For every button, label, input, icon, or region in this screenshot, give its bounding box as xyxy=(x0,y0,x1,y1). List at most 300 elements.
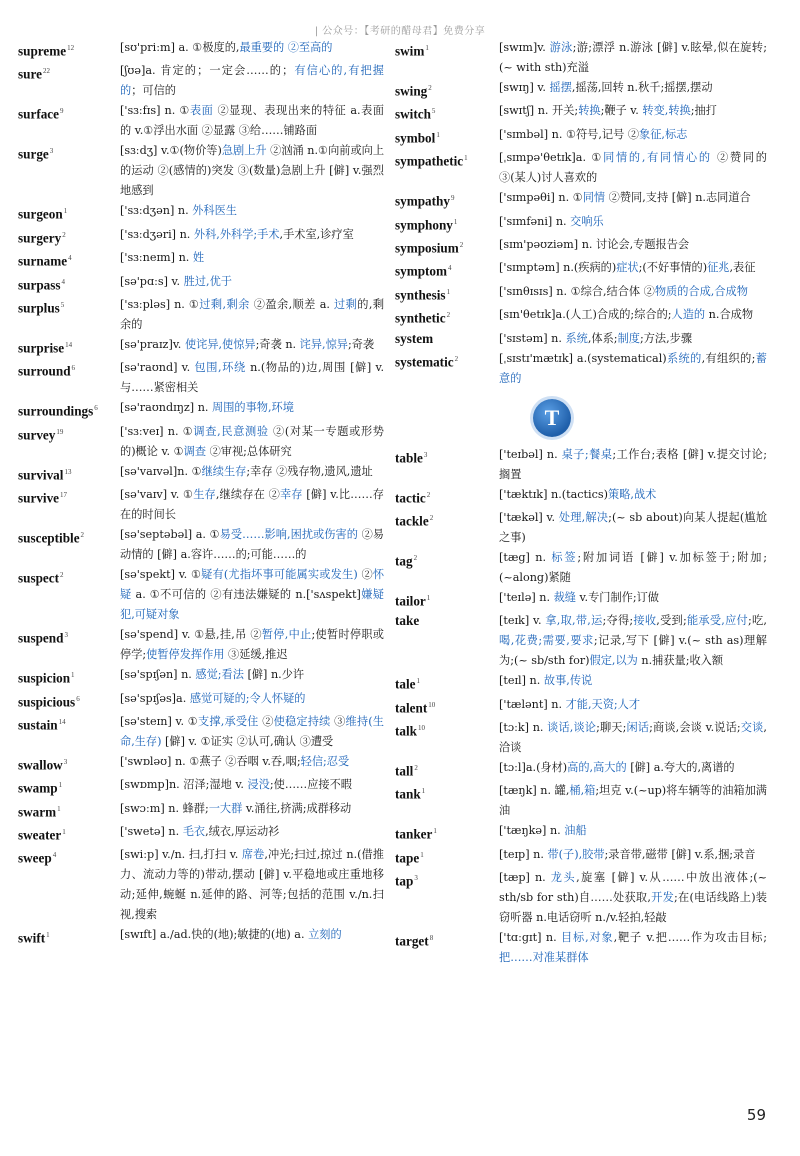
headword-text: tape xyxy=(395,850,420,866)
definition-text: 的,剩余的 xyxy=(120,297,385,331)
key-meaning: 拿,取,带,运 xyxy=(545,614,603,628)
dictionary-entry xyxy=(18,225,384,248)
key-meaning: 裁缝 xyxy=(553,590,576,604)
dictionary-entry xyxy=(395,148,767,188)
headword-text: tall xyxy=(395,763,414,779)
headword xyxy=(395,781,499,821)
headword xyxy=(395,548,499,588)
headword xyxy=(395,695,499,718)
frequency-count: 2 xyxy=(62,230,66,239)
definition xyxy=(499,671,767,694)
definition-text: [tæp] n. xyxy=(499,871,551,885)
dictionary-entry xyxy=(18,845,384,925)
frequency-count: 1 xyxy=(436,130,440,139)
key-meaning: 胜过,优于 xyxy=(183,274,232,288)
headword-text: tactic xyxy=(395,489,426,505)
key-meaning: 暂停,中止 xyxy=(261,628,312,642)
definition-text: [sə'steɪn] v. ① xyxy=(120,714,199,728)
dictionary-entry xyxy=(395,781,767,821)
headword-text: suspect xyxy=(18,570,60,586)
frequency-count: 14 xyxy=(65,340,73,349)
key-meaning: 系统 xyxy=(565,331,588,345)
headword-text: surgery xyxy=(18,230,62,246)
definition xyxy=(499,101,767,124)
key-meaning: 系统的 xyxy=(666,351,702,365)
definition xyxy=(499,485,767,508)
frequency-count: 4 xyxy=(448,264,452,273)
dictionary-entry xyxy=(395,258,767,281)
definition xyxy=(120,201,384,224)
definition-text: ;聊天; xyxy=(596,721,627,735)
headword xyxy=(18,422,120,462)
definition-text: ；可信的 xyxy=(131,84,176,98)
frequency-count: 3 xyxy=(414,874,418,883)
definition-text: ;游;漂浮 n.游泳 [僻] v.眩晕,似在旋转;(~ with sth)充溢 xyxy=(499,41,767,74)
definition xyxy=(499,588,767,611)
key-meaning: 使暂停发挥作用 xyxy=(146,648,225,662)
key-meaning: 游泳 xyxy=(549,41,573,54)
key-meaning: 姓 xyxy=(192,251,205,265)
key-meaning: 一大群 xyxy=(208,801,243,815)
dictionary-entry xyxy=(395,445,767,485)
key-meaning: 带(子),胶带 xyxy=(547,847,605,861)
headword xyxy=(18,201,120,224)
headword xyxy=(18,565,120,625)
headword-text: surprise xyxy=(18,340,65,356)
definition-text: ['sɜːveɪ] n. ① xyxy=(120,424,194,438)
definition-text: ;方法,步骤 xyxy=(639,331,693,345)
definition-text: ;(不好事情的) xyxy=(638,261,708,275)
definition xyxy=(120,665,384,688)
headword-text: tailor xyxy=(395,593,426,609)
key-meaning: 开发 xyxy=(650,891,674,905)
frequency-count: 2 xyxy=(426,490,431,499)
headword xyxy=(18,665,120,688)
headword xyxy=(18,845,120,925)
frequency-count: 22 xyxy=(42,67,50,76)
definition-text: ['tækəl] v. xyxy=(499,510,559,524)
definition-text: [sə'raʊnd] v. xyxy=(120,361,195,375)
definition-text: [sə'spend] v. ①悬,挂,吊 ② xyxy=(120,628,262,642)
definition xyxy=(120,625,384,665)
headword xyxy=(18,225,120,248)
key-meaning: 维持(生命,生存) xyxy=(120,714,384,748)
dictionary-entry xyxy=(18,141,384,201)
definition xyxy=(499,821,767,844)
definition-text: ;(~ sb about)向某人提起(尴尬之事) xyxy=(499,510,767,544)
definition xyxy=(499,695,767,718)
headword-text: tag xyxy=(395,553,413,569)
headword xyxy=(18,335,120,358)
definition-text: ;在(电话线路上)装窃听器 n.电话窃听 n./v.轻拍,轻敲 xyxy=(499,891,767,925)
dictionary-entry xyxy=(18,925,384,948)
headword-text: take xyxy=(395,613,420,629)
headword xyxy=(395,38,499,78)
definition-text: v.专门制作;订做 xyxy=(575,590,659,604)
dictionary-entry xyxy=(395,188,767,211)
key-meaning: 物质的合成,合成物 xyxy=(654,284,748,298)
definition xyxy=(499,868,767,928)
definition xyxy=(120,295,384,335)
dictionary-entry xyxy=(395,611,767,671)
definition xyxy=(120,565,384,625)
definition xyxy=(499,928,767,968)
headword-text: symptom xyxy=(395,263,448,279)
definition-text: a. ①不可信的 ②有违法嫌疑的 n.['sʌspekt] xyxy=(131,588,361,602)
definition-text: [ʃʊə]a. xyxy=(120,64,161,78)
key-meaning: 浸没 xyxy=(247,778,270,792)
definition xyxy=(120,335,384,358)
key-meaning: 幸存 xyxy=(279,488,303,502)
key-meaning: 嫌疑犯,可疑对象 xyxy=(120,588,384,622)
headword xyxy=(395,445,499,485)
headword xyxy=(395,611,499,671)
headword xyxy=(395,78,499,101)
definition-text: ,旋塞 [僻] v.从……中放出液体;(~ sth/sb for sth)自……处获取, xyxy=(499,871,767,905)
definition xyxy=(499,611,767,671)
dictionary-entry xyxy=(18,712,384,752)
definition-text: ;记录,写下 [僻] v.(~ sth as)理解为;(~ sb/sth for) xyxy=(499,634,767,668)
definition-text: ②易动情的 [僻] a.容许……的;可能……的 xyxy=(120,528,384,562)
definition xyxy=(499,235,767,258)
headword xyxy=(18,358,120,398)
headword-text: suspicious xyxy=(18,693,76,709)
definition-text: n.合成物 xyxy=(705,308,754,322)
definition xyxy=(120,225,384,248)
headword-text: sweep xyxy=(18,850,52,866)
definition xyxy=(120,752,384,775)
key-meaning: 标签 xyxy=(551,550,578,564)
definition xyxy=(499,781,767,821)
frequency-count: 6 xyxy=(76,694,80,703)
frequency-count: 2 xyxy=(459,240,464,249)
definition-text: ['sɜːneɪm] n. xyxy=(120,251,193,265)
dictionary-entry xyxy=(18,248,384,271)
definition-text: [sɜːdʒ] v.①(物价等) xyxy=(120,144,222,158)
dictionary-entry xyxy=(395,235,767,258)
frequency-count: 1 xyxy=(58,781,63,790)
definition-text: v.涌往,挤满;成群移动 xyxy=(242,801,352,815)
key-meaning: 感觉可疑的;令人怀疑的 xyxy=(189,691,306,705)
key-meaning: 人造的 xyxy=(671,308,706,322)
headword-text: surgeon xyxy=(18,206,63,222)
frequency-count: 4 xyxy=(61,277,66,286)
headword-text: swallow xyxy=(18,757,63,773)
headword xyxy=(395,485,499,508)
definition-text: ['sɪmpəθi] n. ① xyxy=(499,191,583,205)
headword xyxy=(18,775,120,798)
definition-text: ;坦克 v.(~up)将车辆等的油箱加满油 xyxy=(499,784,767,818)
key-meaning: 支撑,承受住 xyxy=(198,714,259,728)
headword-text: sympathetic xyxy=(395,153,464,169)
dictionary-entry xyxy=(18,799,384,822)
definition-text: ；一定会……的； xyxy=(197,64,294,78)
definition-text: ;使……应接不暇 xyxy=(269,778,352,792)
key-meaning: 接收 xyxy=(633,614,657,628)
definition-text: ,冲光;扫过,掠过 n.(借推力、流动力等的)带动,摆动 [僻] v.平稳地或庄重地移动;延伸,蜿蜒 n.延伸的路、河等;包括的范围 v./n.扫视,搜索 xyxy=(120,848,384,922)
dictionary-entry xyxy=(395,101,767,124)
definition-text: [sə'septəbəl] a. ① xyxy=(120,528,220,542)
definition-text: [swɒmp]n. 沼泽;湿地 v. xyxy=(120,778,248,792)
definition-text: ['swetə] n. xyxy=(120,825,183,839)
headword-text: talent xyxy=(395,700,428,716)
definition xyxy=(120,422,384,462)
key-meaning: 使稳定持续 xyxy=(273,714,331,728)
key-meaning: 调查,民意测验 xyxy=(193,424,269,438)
definition xyxy=(120,462,384,485)
key-meaning: 易受……影响,困扰或伤害的 xyxy=(219,528,358,542)
headword-text: tackle xyxy=(395,513,429,529)
dictionary-entry xyxy=(395,548,767,588)
definition xyxy=(499,508,767,548)
definition-text: ['sɪstəm] n. xyxy=(499,331,566,345)
headword xyxy=(395,845,499,868)
key-meaning: 过剩,剩余 xyxy=(199,297,250,311)
frequency-count: 10 xyxy=(428,700,436,709)
key-meaning: 桌子;餐桌 xyxy=(561,447,613,461)
headword xyxy=(18,799,120,822)
dictionary-entry xyxy=(395,349,767,389)
dictionary-entry xyxy=(395,485,767,508)
dictionary-entry xyxy=(395,821,767,844)
dictionary-entry xyxy=(18,358,384,398)
headword xyxy=(395,671,499,694)
definition-text: [sɪm'pəʊziəm] n. 讨论会,专题报告会 xyxy=(499,237,690,251)
dictionary-entry xyxy=(395,671,767,694)
dictionary-entry xyxy=(18,38,384,61)
definition-text: [tæŋk] n. 罐, xyxy=(499,784,570,798)
frequency-count: 3 xyxy=(49,147,54,156)
key-meaning: 生存 xyxy=(193,488,216,502)
definition-text: ['sɪmbəl] n. ①符号,记号 ② xyxy=(499,127,640,141)
headword xyxy=(18,925,120,948)
headword-text: swarm xyxy=(18,804,57,820)
definition-text: ;工作台;表格 [僻] v.提交讨论;搁置 xyxy=(499,447,767,481)
headword xyxy=(395,235,499,258)
definition-text: ['sɪnθɪsɪs] n. ①综合,结合体 ② xyxy=(499,284,655,298)
frequency-count: 10 xyxy=(417,724,425,733)
key-meaning: 周围的事物,环境 xyxy=(212,401,294,415)
definition-text: ['tæktɪk] n.(tactics) xyxy=(499,487,609,501)
definition-text: [swɪm]v. xyxy=(499,41,550,54)
headword xyxy=(18,38,120,61)
dictionary-entry xyxy=(18,335,384,358)
definition-text: [sə'raʊndɪŋz] n. xyxy=(120,401,213,415)
headword-text: swim xyxy=(395,43,425,59)
definition-text: [sə'praɪz]v. xyxy=(120,337,185,351)
definition xyxy=(499,329,767,349)
key-meaning: 怀疑 xyxy=(120,568,385,602)
definition-text: [sɪn'θetɪk]a.(人工)合成的;综合的; xyxy=(499,308,672,322)
headword xyxy=(395,329,499,349)
key-meaning: 象征,标志 xyxy=(639,127,688,141)
key-meaning: 继续生存 xyxy=(201,464,247,478)
definition xyxy=(499,445,767,485)
definition-text: [swɪtʃ] n. 开关; xyxy=(499,104,579,118)
definition-text: [tæg] n. xyxy=(499,550,552,564)
key-meaning: 把……对准某群体 xyxy=(499,951,589,965)
key-meaning: 外科,外科学;手术 xyxy=(193,227,280,241)
dictionary-entry xyxy=(18,775,384,798)
frequency-count: 6 xyxy=(94,404,98,413)
definition xyxy=(499,282,767,305)
headword-text: surname xyxy=(18,253,68,269)
headword xyxy=(395,349,499,389)
frequency-count: 17 xyxy=(60,491,68,500)
headword-text: tanker xyxy=(395,826,433,842)
key-meaning: 症状 xyxy=(616,261,639,275)
definition-text: ②盈余,顺差 a. xyxy=(249,297,334,311)
frequency-count: 3 xyxy=(63,757,68,766)
definition-text: 肯定的 xyxy=(160,64,198,78)
key-meaning: 急剧上升 xyxy=(221,144,267,158)
headword-text: symposium xyxy=(395,240,459,256)
headword xyxy=(18,248,120,271)
definition-text: ②赞同,支持 [僻] n.志同道合 xyxy=(605,191,751,205)
frequency-count: 2 xyxy=(454,354,459,363)
headword xyxy=(18,398,120,421)
definition-text: [僻] a.夸大的,离谱的 xyxy=(626,761,735,775)
definition-text: ,有组织的; xyxy=(701,351,756,365)
key-meaning: 毛衣 xyxy=(182,825,206,839)
frequency-count: 1 xyxy=(433,827,437,836)
definition xyxy=(120,272,384,295)
definition-text: ,洽谈 xyxy=(499,721,767,755)
headword xyxy=(18,101,120,141)
definition-text: [swɔːm] n. 蜂群; xyxy=(120,801,209,815)
key-meaning: 交响乐 xyxy=(570,214,604,228)
definition-text: [tɔːk] n. xyxy=(499,721,548,735)
definition xyxy=(120,61,384,101)
frequency-count: 2 xyxy=(413,553,418,562)
definition-text: ;录音带,磁带 [僻] v.系,捆;录音 xyxy=(604,847,756,861)
headword xyxy=(395,868,499,928)
definition xyxy=(499,548,767,588)
definition xyxy=(499,188,767,211)
definition-text: [teɪl] n. xyxy=(499,674,544,688)
frequency-count: 1 xyxy=(453,217,458,226)
headword-text: supreme xyxy=(18,43,67,59)
definition-text: [teɪk] v. xyxy=(499,614,546,628)
definition-text: [swiːp] v./n. 扫,打扫 v. xyxy=(120,848,242,862)
definition xyxy=(499,258,767,281)
definition-text: [sə'spekt] v. ① xyxy=(120,568,202,582)
headword-text: sustain xyxy=(18,717,58,733)
section-letter-badge: T xyxy=(533,399,571,437)
dictionary-entry xyxy=(395,125,767,148)
headword-text: survive xyxy=(18,490,60,506)
headword-text: swing xyxy=(395,83,428,99)
definition-text: ②赞同的 ③(某人)讨人喜欢的 xyxy=(499,151,767,185)
frequency-count: 1 xyxy=(420,850,424,859)
dictionary-entry xyxy=(18,61,384,101)
definition-text: [teɪp] n. xyxy=(499,847,548,861)
frequency-count: 1 xyxy=(416,677,421,686)
dictionary-entry xyxy=(395,329,767,349)
key-meaning: 外科医生 xyxy=(192,204,237,218)
headword-text: swamp xyxy=(18,780,58,796)
definition-text: ② xyxy=(357,568,373,582)
right-column-s-entries xyxy=(395,38,767,389)
key-meaning: 才能,天资;人才 xyxy=(565,697,641,711)
frequency-count: 1 xyxy=(464,154,468,163)
key-meaning: 喝,花费;需要,要求 xyxy=(499,634,594,648)
dictionary-entry xyxy=(18,689,384,712)
frequency-count: 2 xyxy=(429,513,434,522)
headword xyxy=(395,588,499,611)
frequency-count: 5 xyxy=(60,300,65,309)
headword-text: synthetic xyxy=(395,310,446,326)
key-meaning: 表面 xyxy=(189,104,214,118)
headword-text: survey xyxy=(18,427,56,443)
frequency-count: 14 xyxy=(58,717,66,726)
frequency-count: 1 xyxy=(46,931,50,940)
definition xyxy=(120,525,384,565)
definition-text: ['tælənt] n. xyxy=(499,697,566,711)
headword-text: tale xyxy=(395,676,416,692)
frequency-count: 3 xyxy=(423,450,428,459)
frequency-count: 3 xyxy=(64,631,68,640)
frequency-count: 4 xyxy=(68,254,72,263)
frequency-count: 13 xyxy=(64,467,72,476)
definition-text: ['sɜːfɪs] n. ① xyxy=(120,104,190,118)
key-meaning: 谈话,谈论 xyxy=(547,721,597,735)
definition xyxy=(499,38,767,78)
headword-text: surpass xyxy=(18,276,61,292)
definition xyxy=(499,845,767,868)
frequency-count: 1 xyxy=(425,44,429,52)
definition-text: ,摇荡,回转 n.秋千;摇摆,摆动 xyxy=(571,81,713,94)
headword xyxy=(18,485,120,525)
definition xyxy=(120,822,384,845)
frequency-count: 5 xyxy=(431,107,436,116)
key-meaning: 蓄意的 xyxy=(499,351,767,385)
definition xyxy=(499,125,767,148)
dictionary-entry xyxy=(18,565,384,625)
key-meaning: 龙头 xyxy=(550,871,577,885)
dictionary-entry xyxy=(18,398,384,421)
headword-text: switch xyxy=(395,106,431,122)
definition xyxy=(120,799,384,822)
dictionary-entry xyxy=(395,78,767,101)
dictionary-entry xyxy=(395,508,767,548)
headword xyxy=(395,758,499,781)
definition-text: ,表征 xyxy=(729,261,756,275)
definition-text: ,靶子 v.把……作为攻击目标; xyxy=(613,931,768,945)
key-meaning: 转换 xyxy=(578,104,601,118)
page-number: 59 xyxy=(746,1106,766,1124)
key-meaning: 有信心的,有把握的 xyxy=(120,64,384,98)
key-meaning: 感觉;看法 xyxy=(195,668,244,682)
dictionary-entry xyxy=(395,212,767,235)
definition xyxy=(120,712,384,752)
definition xyxy=(499,212,767,235)
definition-text: ['swɒləʊ] n. ①燕子 ②吞咽 v.吞,咽; xyxy=(120,754,301,768)
headword-text: system xyxy=(395,330,434,346)
definition-text: [sʊ'priːm] a. ①极度的, xyxy=(120,41,240,54)
definition xyxy=(120,398,384,421)
definition-text: ['teɪbəl] n. xyxy=(499,447,562,461)
dictionary-entry xyxy=(395,928,767,968)
frequency-count: 4 xyxy=(52,851,57,860)
definition-text: ['tɑːgɪt] n. xyxy=(499,931,562,945)
definition-text: ;使暂时停职或停学; xyxy=(120,628,384,662)
headword-text: surround xyxy=(18,363,71,379)
dictionary-entry xyxy=(395,845,767,868)
key-meaning: 策略,战术 xyxy=(608,487,657,501)
definition-text: ;奇袭 n. xyxy=(255,337,300,351)
dictionary-entry xyxy=(395,38,767,78)
